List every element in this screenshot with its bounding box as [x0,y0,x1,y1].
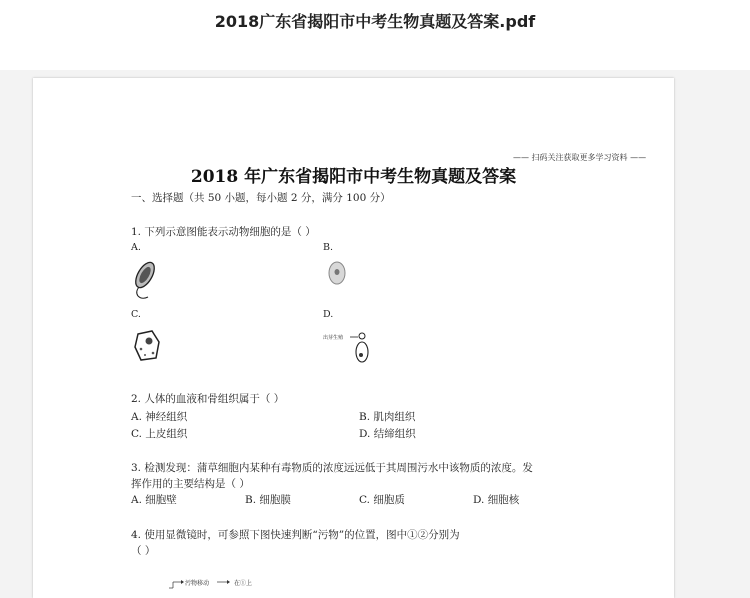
q1-option-d: D. [323,309,334,320]
viewer-header [0,0,750,70]
q3-stem-line1: 3. 检测发现：蒲草细胞内某种有毒物质的浓度远远低于其周围污水中该物质的浓度。发 [131,462,533,474]
q4-fig-label-2: 在①上 [234,580,253,587]
q1-stem: 1. 下列示意图能表示动物细胞的是（ ） [131,226,316,238]
fig-d-label: 出芽生殖 [323,335,344,341]
q2-option-b: B. 肌肉组织 [359,411,416,423]
plant-cell-figure [132,328,162,364]
q2-option-a: A. 神经组织 [131,411,188,423]
q2-option-c: C. 上皮组织 [131,428,188,440]
q3-option-c: C. 细胞质 [359,494,405,506]
q3-option-b: B. 细胞膜 [245,494,291,506]
q4-answer-paren: （ ） [131,545,156,557]
watermark-text: —— 扫码关注获取更多学习资料 —— [513,152,663,163]
section-heading: 一、选择题（共 50 小题，每小题 2 分，满分 100 分） [131,192,391,204]
q3-option-d: D. 细胞核 [473,494,520,506]
pdf-page [33,78,674,598]
cell-figure-b [325,259,349,287]
q1-option-b: B. [323,242,334,253]
q4-fig-label-1: 污物移动 [185,580,210,587]
q3-option-a: A. 细胞壁 [131,494,177,506]
q3-stem-line2: 挥作用的主要结构是（ ） [131,478,250,490]
q2-option-d: D. 结缔组织 [359,428,416,440]
bacterium-cell-figure [129,258,159,302]
q1-option-a: A. [131,242,141,253]
q2-stem: 2. 人体的血液和骨组织属于（ ） [131,393,285,405]
q4-stem: 4. 使用显微镜时，可参照下图快速判断“污物”的位置，图中①②分别为 [131,529,460,541]
paper-title: 2018 年广东省揭阳市中考生物真题及答案 [190,167,517,187]
document-filename: 2018广东省揭阳市中考生物真题及答案.pdf [214,12,536,31]
q1-option-c: C. [131,309,141,320]
